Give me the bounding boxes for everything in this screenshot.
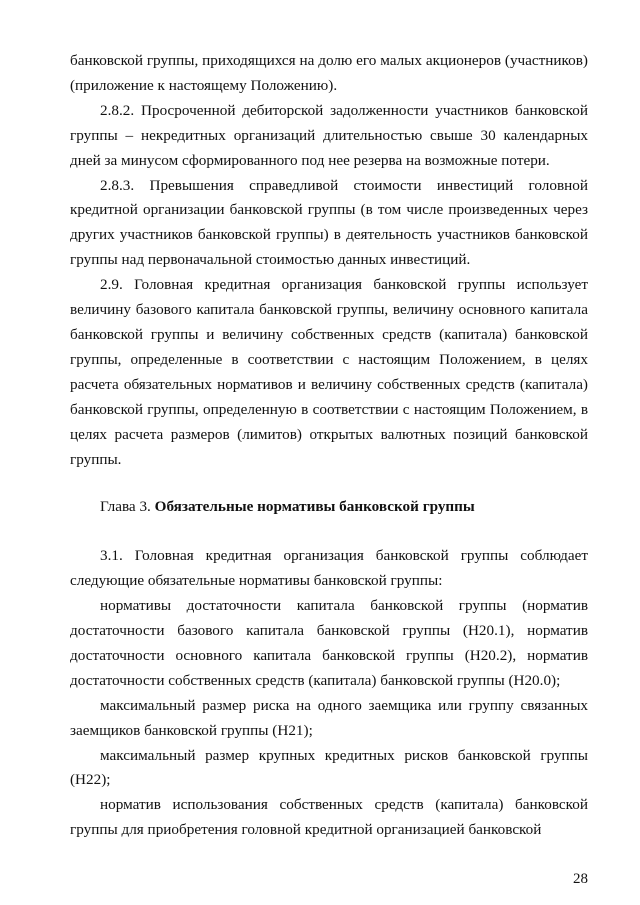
paragraph-2-8-2: 2.8.2. Просроченной дебиторской задолженности участников банковской группы – некредитных организаций длительностью свыше 30 календарных дней за минусом сформированного под нее резерва на возможные потери. xyxy=(70,101,588,169)
chapter-prefix: Глава 3. xyxy=(100,498,155,516)
list-item-capital-adequacy: нормативы достаточности капитала банковской группы (норматив достаточности базового капитала банковской группы (Н20.1), норматив достаточности основного капитала банковской группы (Н20.2), норматив достаточности собственных средств (капитала) банковской группы (Н20.0); xyxy=(70,597,588,689)
list-item-large-credit-risks: максимальный размер крупных кредитных рисков банковской группы (Н22); xyxy=(70,746,588,789)
chapter-title: Обязательные нормативы банковской группы xyxy=(154,498,475,516)
paragraph-continuation: банковской группы, приходящихся на долю его малых акционеров (участников) (приложение к настоящему Положению). xyxy=(70,52,588,94)
page-content xyxy=(70,49,588,843)
chapter-heading xyxy=(70,495,588,520)
paragraph-2-8-3: 2.8.3. Превышения справедливой стоимости инвестиций головной кредитной организации банковской группы (в том числе произведенных через других участников банковской группы) в деятельность участников банковской группы над первоначальной стоимостью данных инвестиций. xyxy=(70,176,588,269)
paragraph-3-1: 3.1. Головная кредитная организация банковской группы соблюдает следующие обязательные нормативы банковской группы: xyxy=(70,547,588,590)
paragraph-2-9: 2.9. Головная кредитная организация банковской группы использует величину базового капитала банковской группы, величину основного капитала банковской группы и величину собственных средств (капитала) банковской группы, определенные в соответствии с настоящим Положением, в целях расчета обязательных нормативов и величину собственных средств (капитала) банковской группы, определенную в соответствии с настоящим Положением, в целях расчета размеров (лимитов) открытых валютных позиций банковской группы. xyxy=(70,276,588,468)
list-item-max-risk-borrower: максимальный размер риска на одного заемщика или группу связанных заемщиков банковской группы (Н21); xyxy=(70,696,588,739)
list-item-own-funds-usage: норматив использования собственных средств (капитала) банковской группы для приобретения головной кредитной организацией банковской xyxy=(70,796,588,839)
page-number: 28 xyxy=(573,871,588,887)
